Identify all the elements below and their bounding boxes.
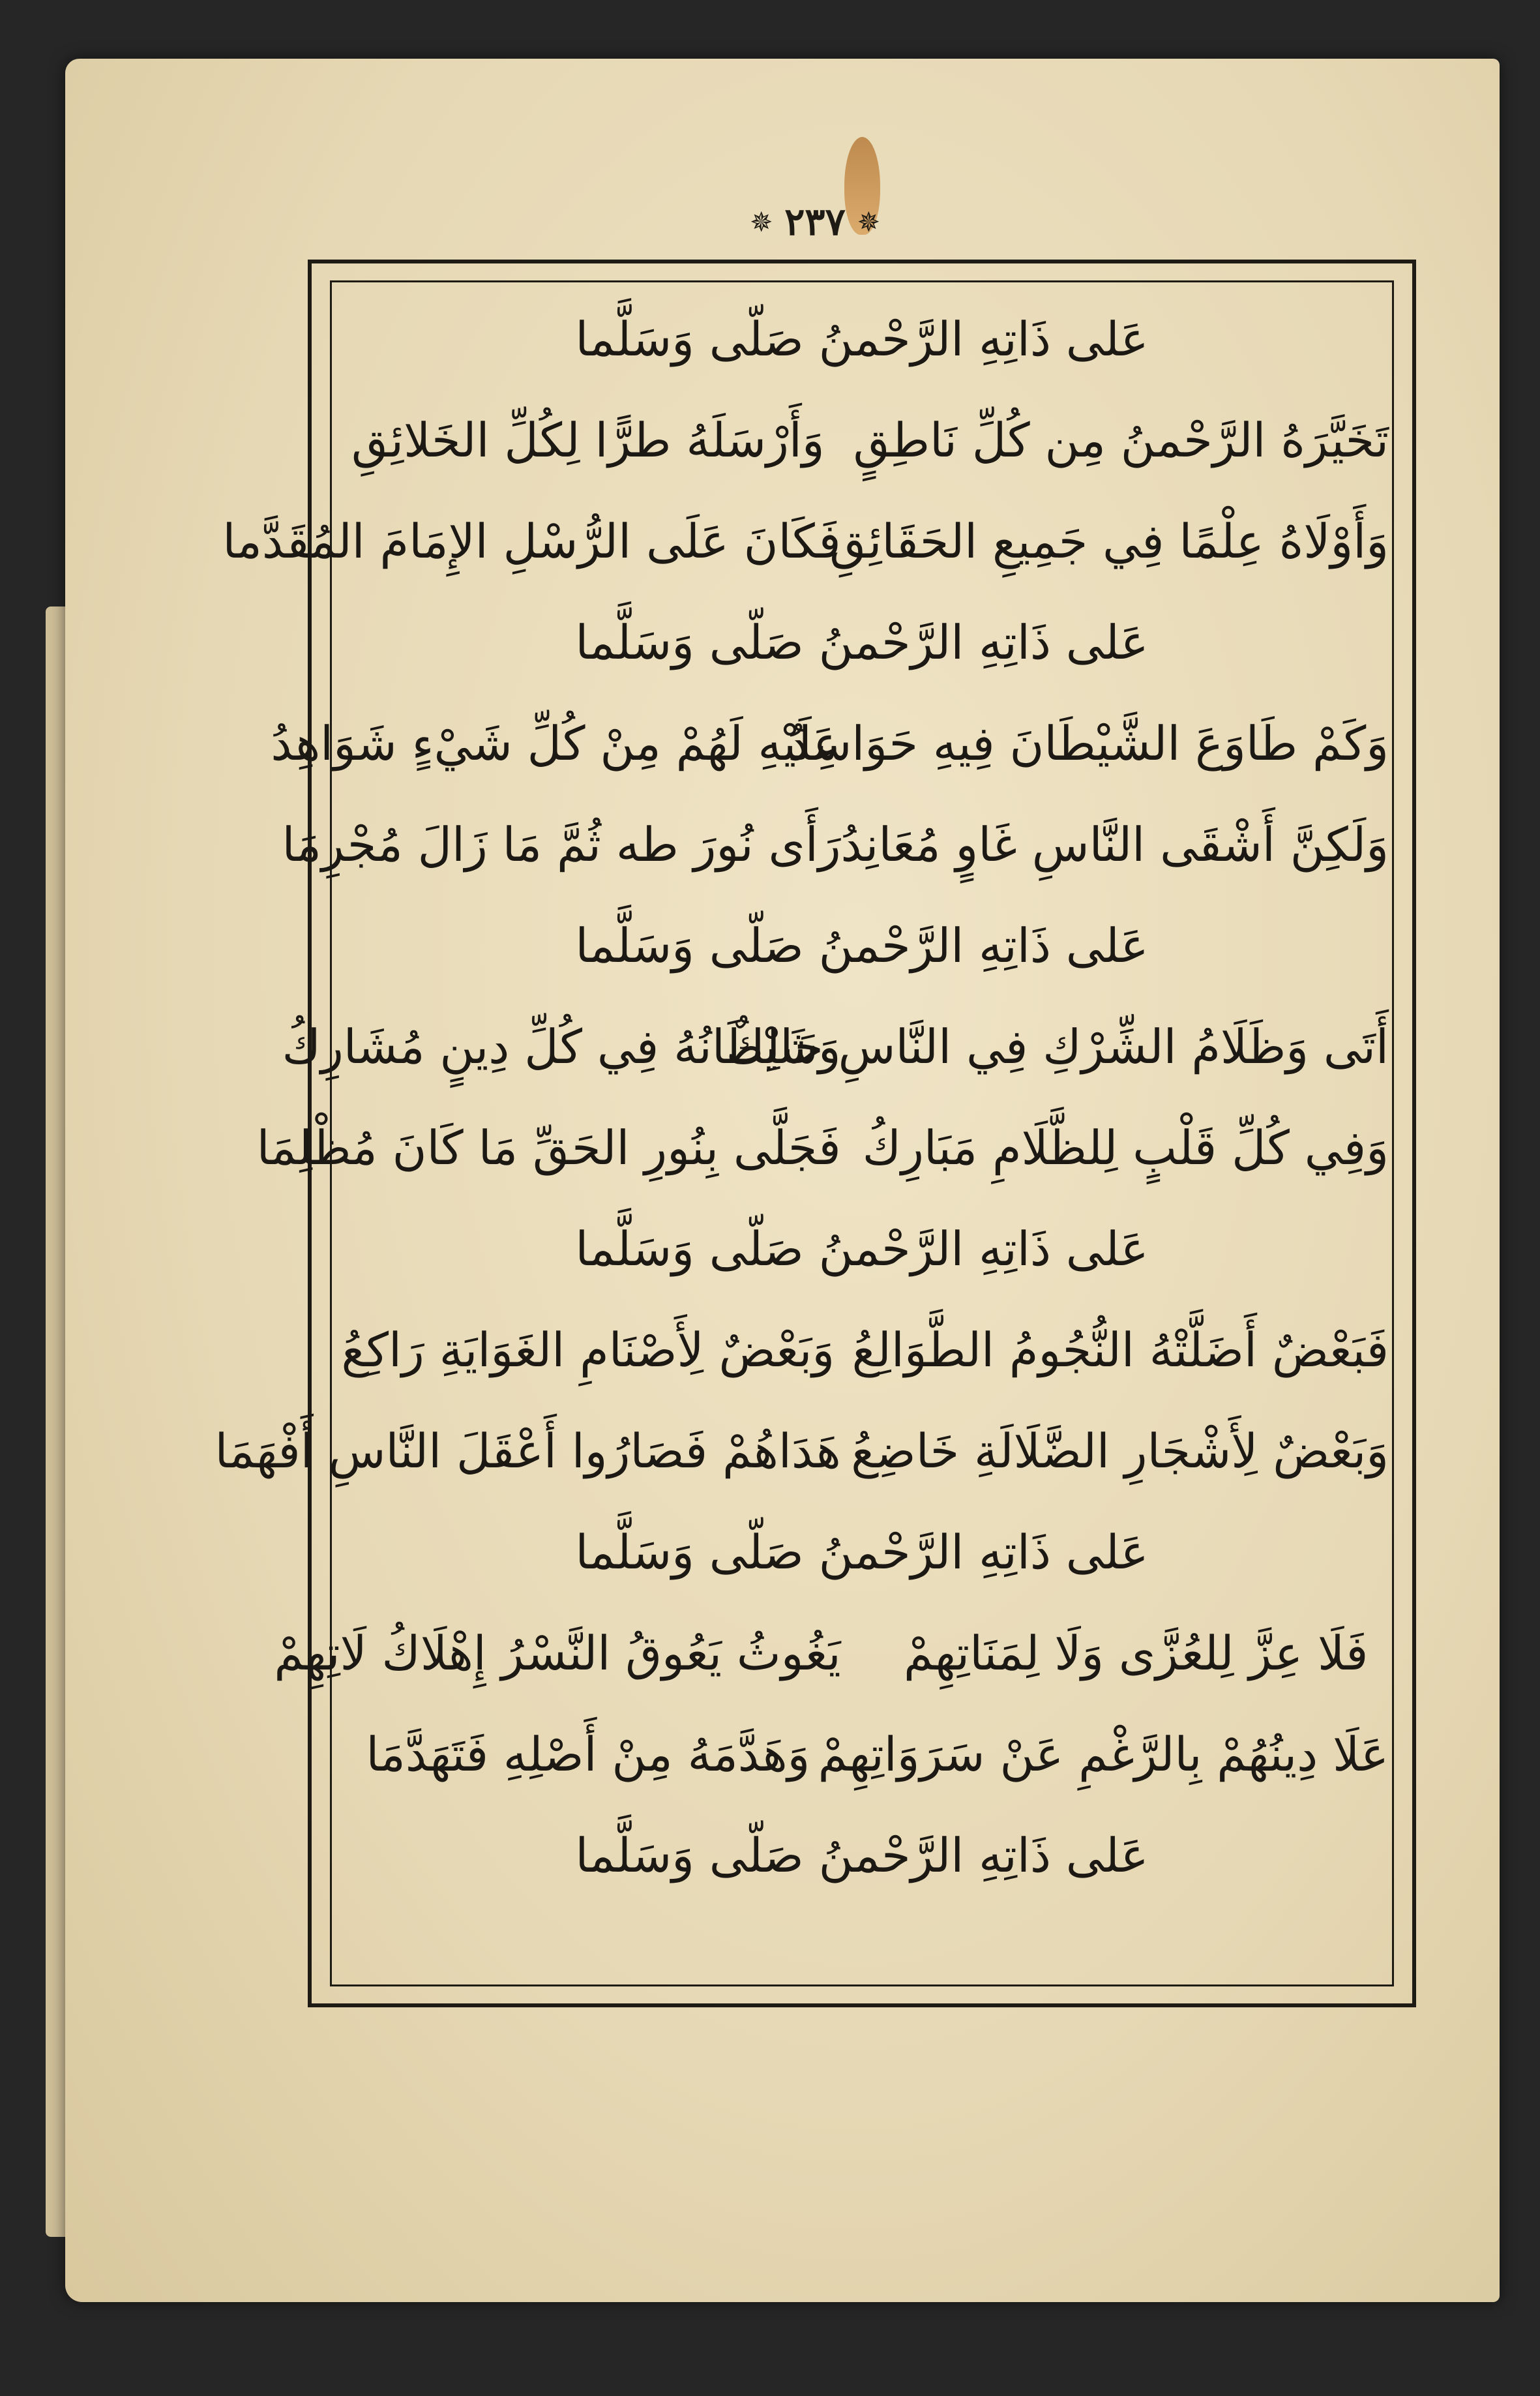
verse-second-hemistich: يَغُوثُ يَعُوقُ النَّسْرُ إِهْلَاكُ لَاتِهِمْ (274, 1626, 841, 1681)
refrain-text: عَلى ذَاتِهِ الرَّحْمنُ صَلّى وَسَلَّما (575, 1525, 1149, 1580)
verse-line (222, 483, 1397, 600)
verse-line (256, 1089, 1397, 1206)
ornament-star-icon: ✵ (857, 205, 880, 238)
verse-line (327, 1291, 1397, 1409)
verse-line (282, 988, 1397, 1105)
ornament-star-icon: ✵ (750, 205, 773, 238)
verse-second-hemistich: وَأَرْسَلَهُ طرًّا لِكُلِّ الخَلائِقِ (351, 413, 825, 468)
refrain-text: عَلى ذَاتِهِ الرَّحْمنُ صَلّى وَسَلَّما (575, 918, 1149, 973)
refrain-text: عَلى ذَاتِهِ الرَّحْمنُ صَلّى وَسَلَّما (575, 1828, 1149, 1883)
refrain-line (327, 1797, 1397, 1914)
refrain-line (327, 1190, 1397, 1308)
page-number (685, 192, 945, 251)
verse-first-hemistich: فَلَا عِزَّ لِلعُزَّى وَلَا لِمَنَاتِهِمْ (903, 1626, 1369, 1681)
verse-line (271, 685, 1397, 802)
verse-first-hemistich: فَبَعْضٌ أَضَلَّتْهُ النُّجُومُ الطَّوَالِعُ (851, 1323, 1389, 1377)
verse-first-hemistich: وَلَكِنَّ أَشْقَى النَّاسِ غَاوٍ مُعَانِدُ (840, 817, 1389, 872)
page-number-text: ٢٣٧ (784, 200, 846, 244)
verse-second-hemistich: هَدَاهُمْ فَصَارُوا أَعْقَلَ النَّاسِ أَفْهَمَا (215, 1424, 841, 1478)
verse-first-hemistich: وَكَمْ طَاوَعَ الشَّيْطَانَ فِيهِ حَوَاسِدُ (788, 716, 1389, 771)
refrain-text: عَلى ذَاتِهِ الرَّحْمنُ صَلّى وَسَلَّما (575, 615, 1149, 670)
verse-line (327, 1696, 1397, 1813)
refrain-text: عَلى ذَاتِهِ الرَّحْمنُ صَلّى وَسَلَّما (575, 312, 1149, 367)
verse-second-hemistich: وَبَعْضٌ لِأَصْنَامِ الغَوَايَةِ رَاكِعُ (341, 1323, 835, 1377)
verse-first-hemistich: وَأَوْلَاهُ عِلْمًا فِي جَمِيعِ الحَقَائِقِ (829, 514, 1389, 569)
verse-second-hemistich: فَجَلَّى بِنُورِ الحَقِّ مَا كَانَ مُظْلِمَا (256, 1120, 841, 1175)
verse-line (215, 1392, 1397, 1510)
verse-second-hemistich: فَكَانَ عَلَى الرُّسْلِ الإِمَامَ المُقَدَّما (222, 514, 841, 569)
refrain-text: عَلى ذَاتِهِ الرَّحْمنُ صَلّى وَسَلَّما (575, 1221, 1149, 1276)
verse-first-hemistich: وَبَعْضٌ لِأَشْجَارِ الضَّلَالَةِ خَاضِعُ (851, 1424, 1389, 1478)
verse-second-hemistich: وَشَيْطَانُهُ فِي كُلِّ دِينٍ مُشَارِكُ (282, 1019, 841, 1074)
verse-line (282, 786, 1397, 903)
refrain-line (327, 1493, 1397, 1611)
verse-second-hemistich: رَأَى نُورَ طه ثُمَّ مَا زَالَ مُجْرِمَا (282, 817, 841, 872)
verse-first-hemistich: عَلَا دِينُهُمْ بِالرَّغْمِ عَنْ سَرَوَاتِهِمْ (818, 1727, 1389, 1782)
verse-second-hemistich: عَلَيْهِ لَهُمْ مِنْ كُلِّ شَيْءٍ شَوَاهِدُ (271, 716, 841, 771)
refrain-line (327, 887, 1397, 1004)
poem-body (215, 280, 1397, 1989)
verse-line (327, 382, 1397, 499)
verse-first-hemistich: أَتَى وَظَلَامُ الشِّرْكِ فِي النَّاسِ حَالِكٌ (726, 1019, 1389, 1074)
refrain-line (327, 584, 1397, 701)
verse-line (274, 1595, 1397, 1712)
verse-second-hemistich: وَهَدَّمَهُ مِنْ أَصْلِهِ فَتَهَدَّمَا (366, 1727, 810, 1782)
verse-first-hemistich: وَفِي كُلِّ قَلْبٍ لِلظَّلَامِ مَبَارِكُ (862, 1120, 1389, 1175)
verse-first-hemistich: تَخَيَّرَهُ الرَّحْمنُ مِن كُلِّ نَاطِقٍ (853, 413, 1389, 468)
refrain-line (327, 280, 1397, 398)
